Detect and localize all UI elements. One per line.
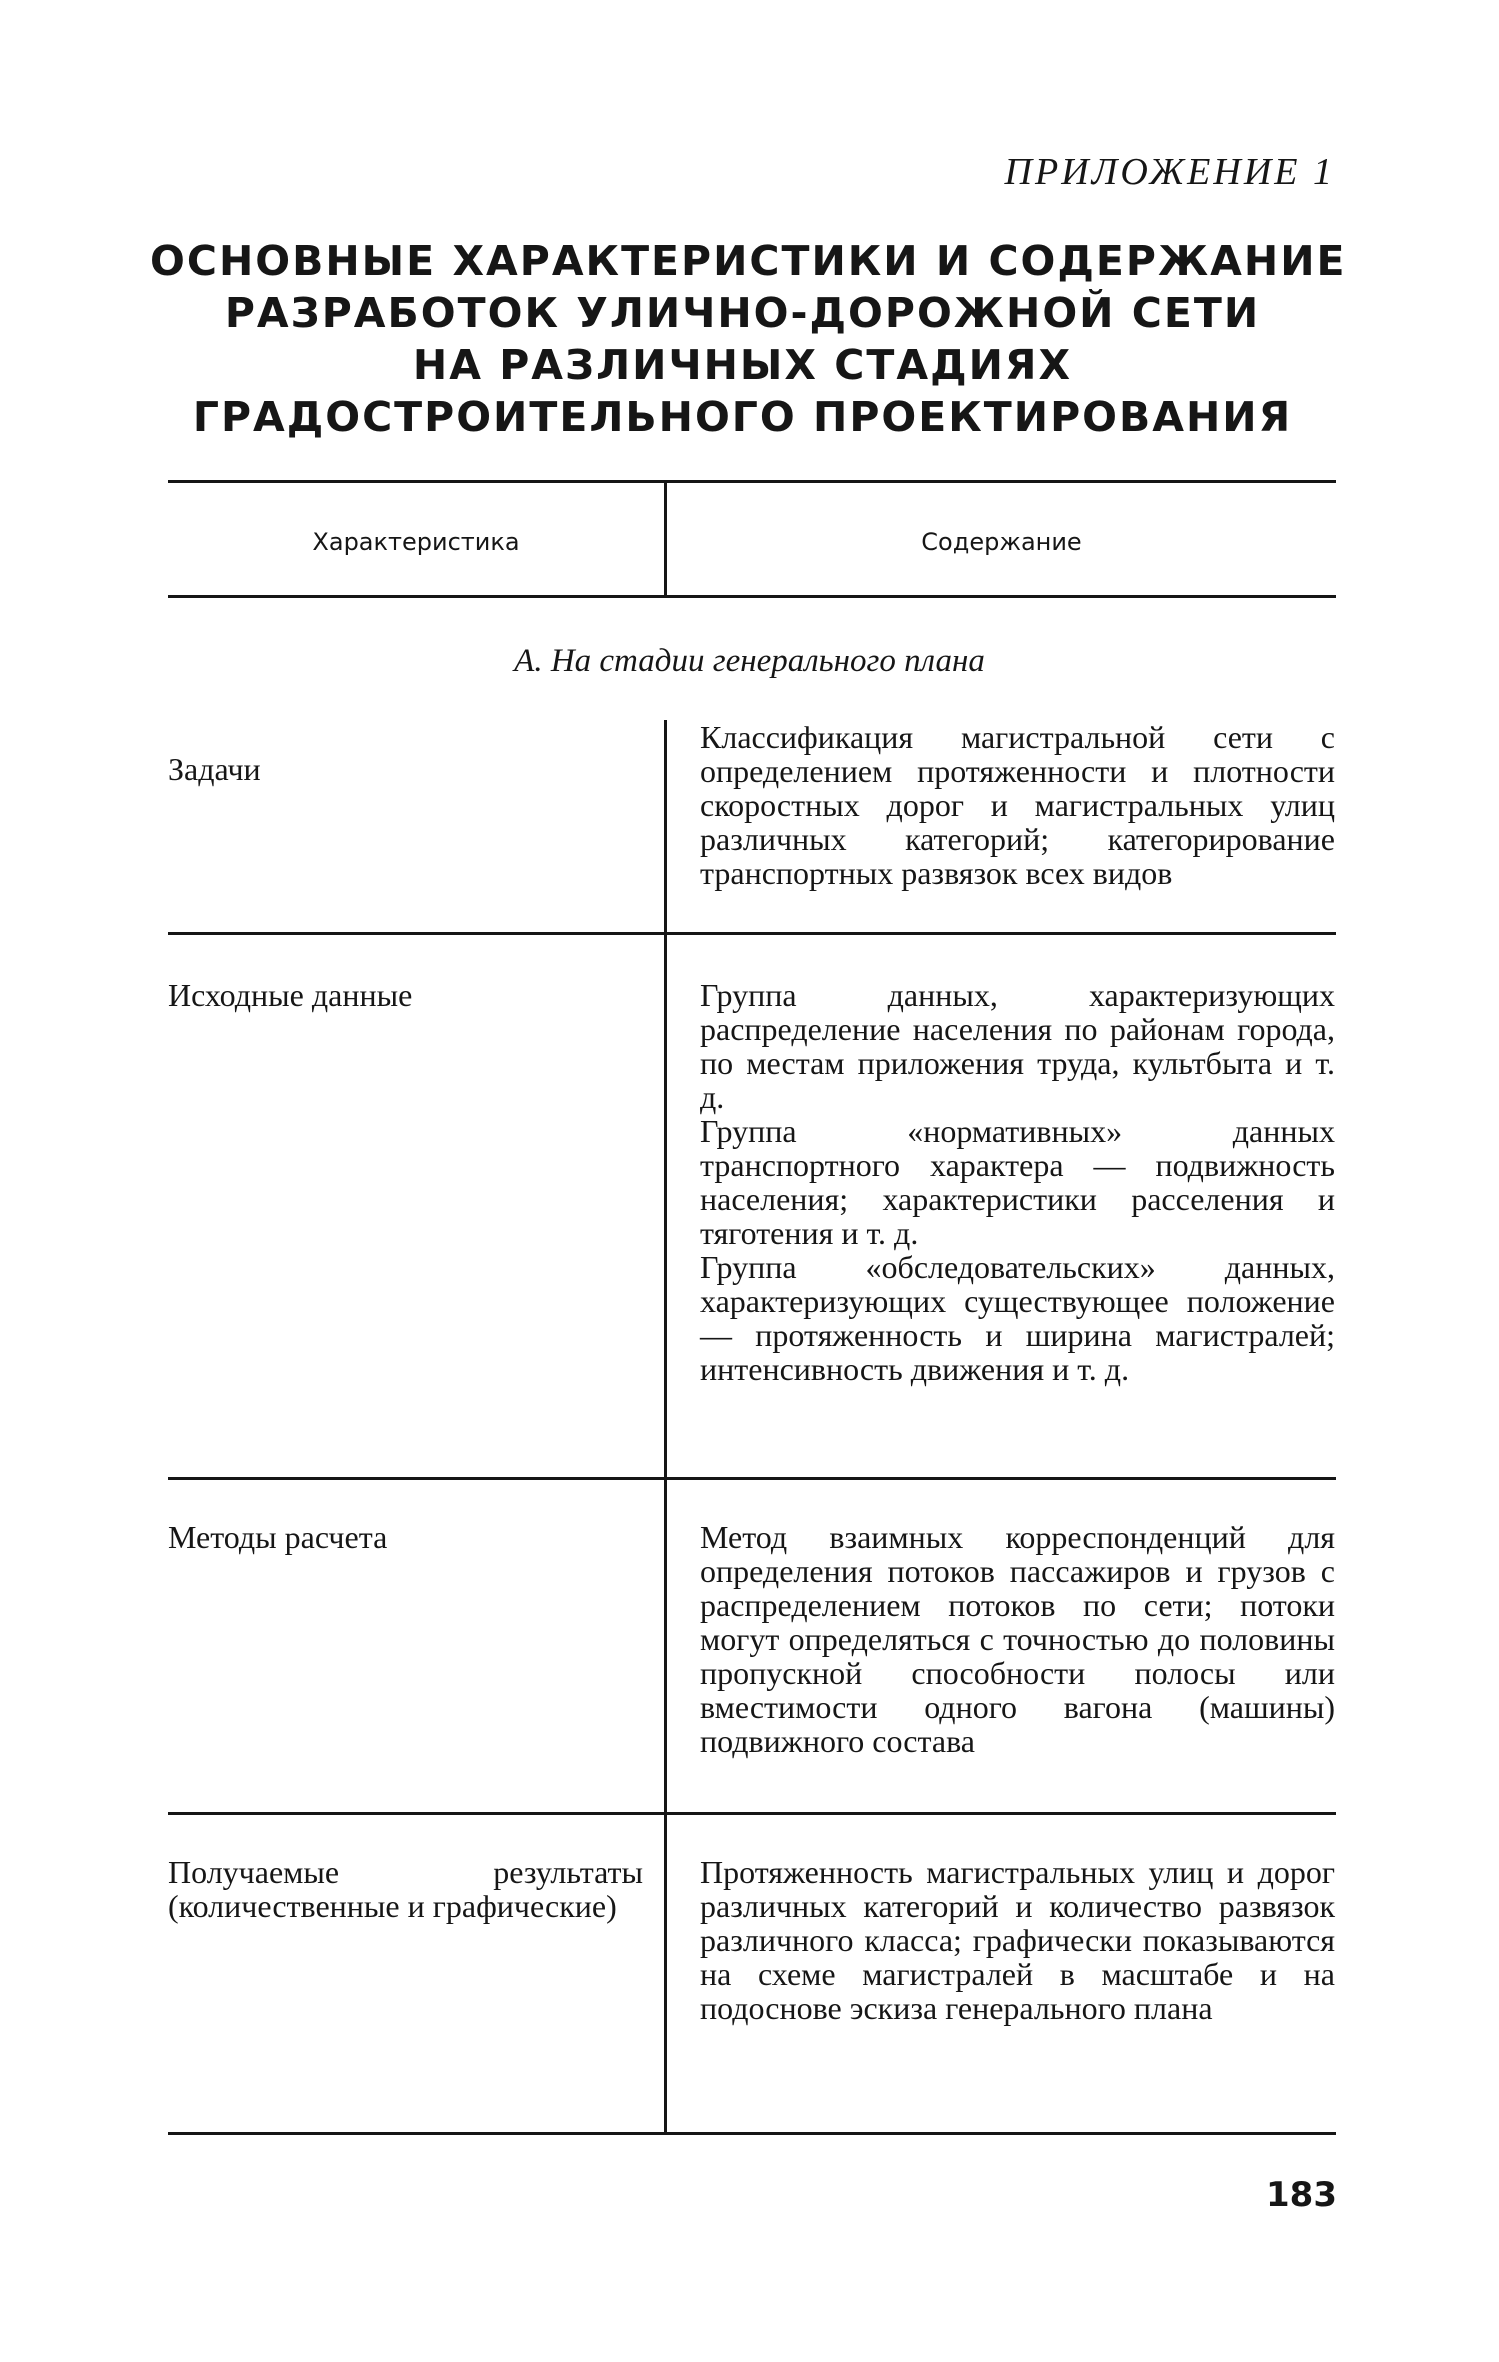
page-number: 183 <box>1266 2175 1337 2215</box>
title-line: ГРАДОСТРОИТЕЛЬНОГО ПРОЕКТИРОВАНИЯ <box>192 393 1293 441</box>
header-characteristic: Характеристика <box>312 528 520 556</box>
table-row-characteristic: Исходные данные <box>168 977 413 1013</box>
table-row-characteristic: Задачи <box>168 751 261 787</box>
appendix-label: ПРИЛОЖЕНИЕ 1 <box>1004 151 1335 193</box>
title-line: РАЗРАБОТОК УЛИЧНО-ДОРОЖНОЙ СЕТИ <box>224 289 1261 337</box>
section-title: А. На стадии генерального плана <box>514 643 985 679</box>
title-line: НА РАЗЛИЧНЫХ СТАДИЯХ <box>412 341 1073 389</box>
content-paragraph: Группа данных, характеризующих распределение населения по районам города, по местам приложения труда, культбыта и т. д. <box>700 977 1335 1115</box>
table-row-content <box>700 1855 1335 2025</box>
content-paragraph: Протяженность магистральных улиц и дорог различных категорий и количество развязок различного класса; графически показываются на схеме магистралей в масштабе и на подоснове эскиза генерального плана <box>700 1854 1335 2026</box>
document-title <box>150 235 1347 443</box>
content-paragraph: Группа «обследовательских» данных, характеризующих существующее положение — протяженность и ширина магистралей; интенсивность движения и т. д. <box>700 1249 1335 1387</box>
header-content: Содержание <box>921 528 1082 556</box>
content-paragraph: Группа «нормативных» данных транспортного характера — подвижность населения; характеристики расселения и тяготения и т. д. <box>700 1113 1335 1251</box>
content-paragraph: Метод взаимных корреспонденций для определения потоков пассажиров и грузов с распределением потоков по сети; потоки могут определяться с точностью до половины пропускной способности полосы или вместимости одного вагона (машины) подвижного состава <box>700 1519 1335 1759</box>
table-row-content <box>700 720 1335 890</box>
title-line: ОСНОВНЫЕ ХАРАКТЕРИСТИКИ И СОДЕРЖАНИЕ <box>150 237 1347 285</box>
table-bottom-rule <box>168 2132 1336 2135</box>
content-paragraph: Классификация магистральной сети с определением протяженности и плотности скоростных дорог и магистральных улиц различных категорий; категорирование транспортных развязок всех видов <box>700 719 1335 891</box>
table-top-rule <box>168 480 1336 483</box>
row-separator <box>168 1812 1336 1815</box>
table-row-content <box>700 1520 1335 1758</box>
row-separator <box>168 1477 1336 1480</box>
table-row-characteristic: Получаемые результаты (количественные и графические) <box>168 1854 643 1924</box>
table-row-characteristic: Методы расчета <box>168 1519 388 1555</box>
table-row-content <box>700 978 1335 1386</box>
header-bottom-rule <box>168 595 1336 598</box>
row-separator <box>168 932 1336 935</box>
